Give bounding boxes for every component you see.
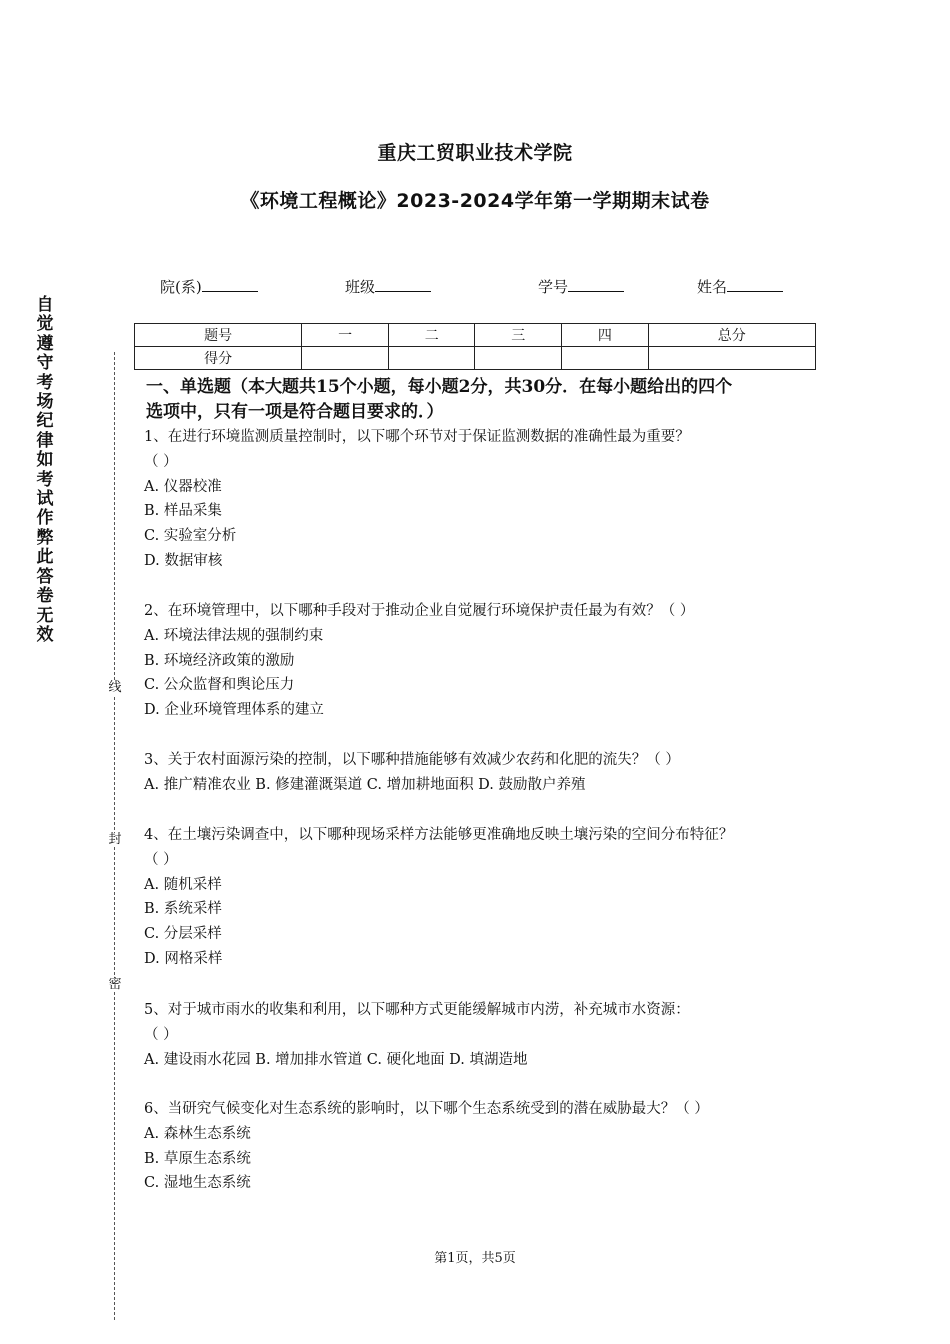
question-1 bbox=[144, 425, 834, 574]
dept-field bbox=[160, 276, 258, 297]
option[interactable]: A. 森林生态系统 bbox=[144, 1125, 251, 1142]
seal-mark-secret: 密 bbox=[108, 977, 122, 992]
question-answer-blank[interactable]: （ ） bbox=[144, 851, 178, 868]
score-table bbox=[134, 323, 816, 370]
section-heading-line: 一、单选题（本大题共15个小题，每小题2分，共30分．在每小题给出的四个 bbox=[146, 377, 733, 397]
option[interactable]: D. 企业环境管理体系的建立 bbox=[144, 702, 324, 719]
exam-discipline-notice: 自觉遵守考场纪律如考试作弊此答卷无效 bbox=[36, 295, 54, 645]
question-stem: 4、在土壤污染调查中，以下哪种现场采样方法能够更准确地反映土壤污染的空间分布特征？ bbox=[144, 827, 734, 843]
option[interactable]: A. 随机采样 bbox=[144, 876, 222, 893]
school-name: 重庆工贸职业技术学院 bbox=[377, 142, 573, 164]
seal-mark-seal: 封 bbox=[108, 832, 122, 847]
option[interactable]: C. 实验室分析 bbox=[144, 528, 237, 545]
option[interactable]: D. 数据审核 bbox=[144, 552, 223, 569]
score-header-cell: 一 bbox=[302, 324, 389, 347]
option[interactable]: C. 分层采样 bbox=[144, 926, 222, 943]
question-6 bbox=[144, 1097, 834, 1196]
score-header-cell: 三 bbox=[475, 324, 562, 347]
option[interactable]: A. 建设雨水花园 B. 增加排水管道 C. 硬化地面 D. 填湖造地 bbox=[144, 1051, 528, 1068]
question-stem: 5、对于城市雨水的收集和利用，以下哪种方式更能缓解城市内涝，补充城市水资源： bbox=[144, 1002, 690, 1018]
score-header-cell: 总分 bbox=[648, 324, 815, 347]
question-stem: 6、当研究气候变化对生态系统的影响时，以下哪个生态系统受到的潜在威胁最大？（ ） bbox=[144, 1101, 709, 1117]
dept-blank[interactable] bbox=[202, 276, 258, 292]
score-table-score-row bbox=[135, 347, 816, 370]
class-label: 班级 bbox=[345, 278, 376, 296]
id-blank[interactable] bbox=[568, 276, 624, 292]
score-cell[interactable] bbox=[475, 347, 562, 370]
question-5 bbox=[144, 998, 834, 1072]
option[interactable]: B. 草原生态系统 bbox=[144, 1150, 251, 1167]
dept-label: 院(系) bbox=[160, 278, 202, 296]
option[interactable]: A. 推广精准农业 B. 修建灌溉渠道 C. 增加耕地面积 D. 鼓励散户养殖 bbox=[144, 776, 586, 793]
class-blank[interactable] bbox=[375, 276, 431, 292]
score-table-header-row bbox=[135, 324, 816, 347]
question-2 bbox=[144, 599, 834, 723]
option[interactable]: B. 系统采样 bbox=[144, 901, 222, 918]
score-row-label: 得分 bbox=[135, 347, 302, 370]
question-3 bbox=[144, 748, 834, 798]
score-header-cell: 二 bbox=[388, 324, 475, 347]
id-field bbox=[538, 276, 624, 297]
option[interactable]: B. 环境经济政策的激励 bbox=[144, 652, 295, 669]
name-blank[interactable] bbox=[727, 276, 783, 292]
question-4 bbox=[144, 823, 834, 972]
option[interactable]: C. 湿地生态系统 bbox=[144, 1175, 251, 1192]
question-stem: 3、关于农村面源污染的控制，以下哪种措施能够有效减少农药和化肥的流失？（ ） bbox=[144, 752, 680, 768]
section-1-heading bbox=[146, 375, 826, 425]
option[interactable]: C. 公众监督和舆论压力 bbox=[144, 677, 295, 694]
id-label: 学号 bbox=[538, 278, 569, 296]
seal-mark-line: 线 bbox=[108, 680, 122, 695]
score-cell[interactable] bbox=[388, 347, 475, 370]
score-cell[interactable] bbox=[648, 347, 815, 370]
question-stem: 1、在进行环境监测质量控制时，以下哪个环节对于保证监测数据的准确性最为重要？ bbox=[144, 429, 690, 445]
score-cell[interactable] bbox=[562, 347, 649, 370]
class-field bbox=[345, 276, 431, 297]
question-answer-blank[interactable]: （ ） bbox=[144, 453, 178, 470]
exam-title: 《环境工程概论》2023-2024学年第一学期期末试卷 bbox=[240, 190, 710, 212]
score-header-cell: 四 bbox=[562, 324, 649, 347]
option[interactable]: A. 仪器校准 bbox=[144, 478, 222, 495]
section-heading-line: 选项中，只有一项是符合题目要求的．） bbox=[146, 402, 444, 422]
score-header-cell: 题号 bbox=[135, 324, 302, 347]
page-number: 第1页，共5页 bbox=[434, 1251, 516, 1266]
question-stem: 2、在环境管理中，以下哪种手段对于推动企业自觉履行环境保护责任最为有效？（ ） bbox=[144, 603, 695, 619]
option[interactable]: D. 网格采样 bbox=[144, 950, 223, 967]
name-field bbox=[697, 276, 783, 297]
option[interactable]: B. 样品采集 bbox=[144, 503, 222, 520]
score-cell[interactable] bbox=[302, 347, 389, 370]
name-label: 姓名 bbox=[697, 278, 728, 296]
question-answer-blank[interactable]: （ ） bbox=[144, 1026, 178, 1043]
option[interactable]: A. 环境法律法规的强制约束 bbox=[144, 627, 324, 644]
